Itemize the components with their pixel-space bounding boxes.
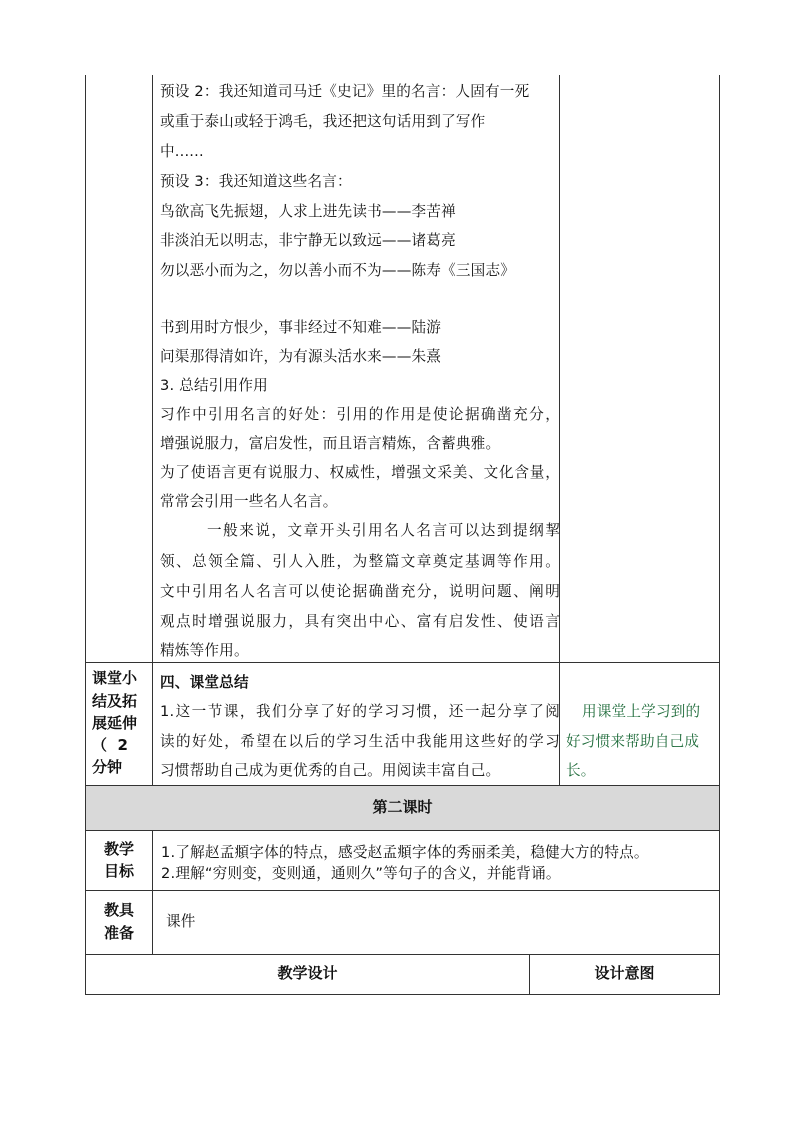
content-line: 领、总领全篇、引人入胜，为整篇文章奠定基调等作用。 [160, 553, 560, 570]
goal-item: 1.了解赵孟頫字体的特点，感受赵孟頫字体的秀丽柔美，稳健大方的特点。 [161, 844, 649, 861]
quote-line: 鸟欲高飞先振翅，人求上进先读书——李苦禅 [160, 203, 456, 220]
summary-text-line: 读的好处，希望在以后的学习生活中我能用这些好的学习 [160, 733, 560, 750]
column-divider-lesson2 [152, 830, 153, 954]
intent-line: 好习惯来帮助自己成 [566, 733, 700, 750]
content-line: 观点时增强说服力，具有突出中心、富有启发性、使语言 [160, 613, 560, 630]
quote-line: 书到用时方恨少，事非经过不知难——陆游 [160, 319, 442, 336]
table-border-left [85, 75, 86, 995]
row-divider-title-top [85, 785, 720, 786]
row-divider-summary [85, 662, 720, 663]
table-border-right [719, 75, 720, 995]
tools-label-line: 准备 [104, 924, 135, 942]
content-line: 或重于泰山或轻于鸿毛，我还把这句话用到了写作 [160, 113, 486, 130]
summary-label-line: 课堂小 [92, 669, 138, 687]
content-line: 中...... [160, 143, 204, 160]
content-line: 一般来说，文章开头引用名人名言可以达到提纲挈 [207, 522, 560, 539]
goals-label-line: 目标 [104, 862, 135, 880]
intent-line: 用课堂上学习到的 [582, 703, 701, 720]
table-border-bottom [85, 994, 720, 995]
summary-label-line: 展延伸 [92, 714, 138, 732]
quote-line: 勿以恶小而为之，勿以善小而不为——陈寿《三国志》 [160, 262, 516, 279]
intent-line: 长。 [566, 762, 596, 779]
quote-line: 非淡泊无以明志，非宁静无以致远——诸葛亮 [160, 232, 456, 249]
row-divider-goals [85, 890, 720, 891]
goals-label-line: 教学 [104, 840, 135, 858]
summary-heading: 四、课堂总结 [160, 674, 249, 691]
tools-label-line: 教具 [104, 901, 135, 919]
content-line: 习作中引用名言的好处：引用的作用是使论据确凿充分， [160, 406, 560, 423]
summary-label-line: 结及拓 [92, 692, 138, 710]
row-divider-title-bottom [85, 830, 720, 831]
content-line: 预设 3：我还知道这些名言： [160, 173, 352, 190]
intent-column-header: 设计意图 [594, 964, 655, 982]
content-line: 为了使语言更有说服力、权威性，增强文采美、文化含量， [160, 464, 560, 481]
content-line: 精炼等作用。 [160, 642, 249, 659]
content-line: 增强说服力，富启发性，而且语言精炼，含蓄典雅。 [160, 435, 501, 452]
tools-value: 课件 [166, 913, 196, 930]
summary-label-line: （ 2 [92, 736, 128, 754]
summary-label-line: 分钟 [92, 758, 123, 776]
row-divider-tools [85, 954, 720, 955]
column-divider-1 [152, 75, 153, 785]
lesson-title: 第二课时 [372, 798, 433, 816]
section-heading: 3. 总结引用作用 [160, 377, 268, 394]
summary-text-line: 习惯帮助自己成为更优秀的自己。用阅读丰富自己。 [160, 762, 501, 779]
design-column-header: 教学设计 [277, 964, 338, 982]
quote-line: 问渠那得清如许，为有源头活水来——朱熹 [160, 348, 442, 365]
content-line: 文中引用名人名言可以使论据确凿充分，说明问题、阐明 [160, 583, 560, 600]
content-line: 预设 2：我还知道司马迁《史记》里的名言：人固有一死 [160, 83, 530, 100]
content-line: 常常会引用一些名人名言。 [160, 493, 338, 510]
summary-text-line: 1.这一节课，我们分享了好的学习习惯，还一起分享了阅 [160, 703, 560, 720]
goal-item: 2.理解“穷则变，变则通，通则久”等句子的含义，并能背诵。 [161, 865, 561, 882]
